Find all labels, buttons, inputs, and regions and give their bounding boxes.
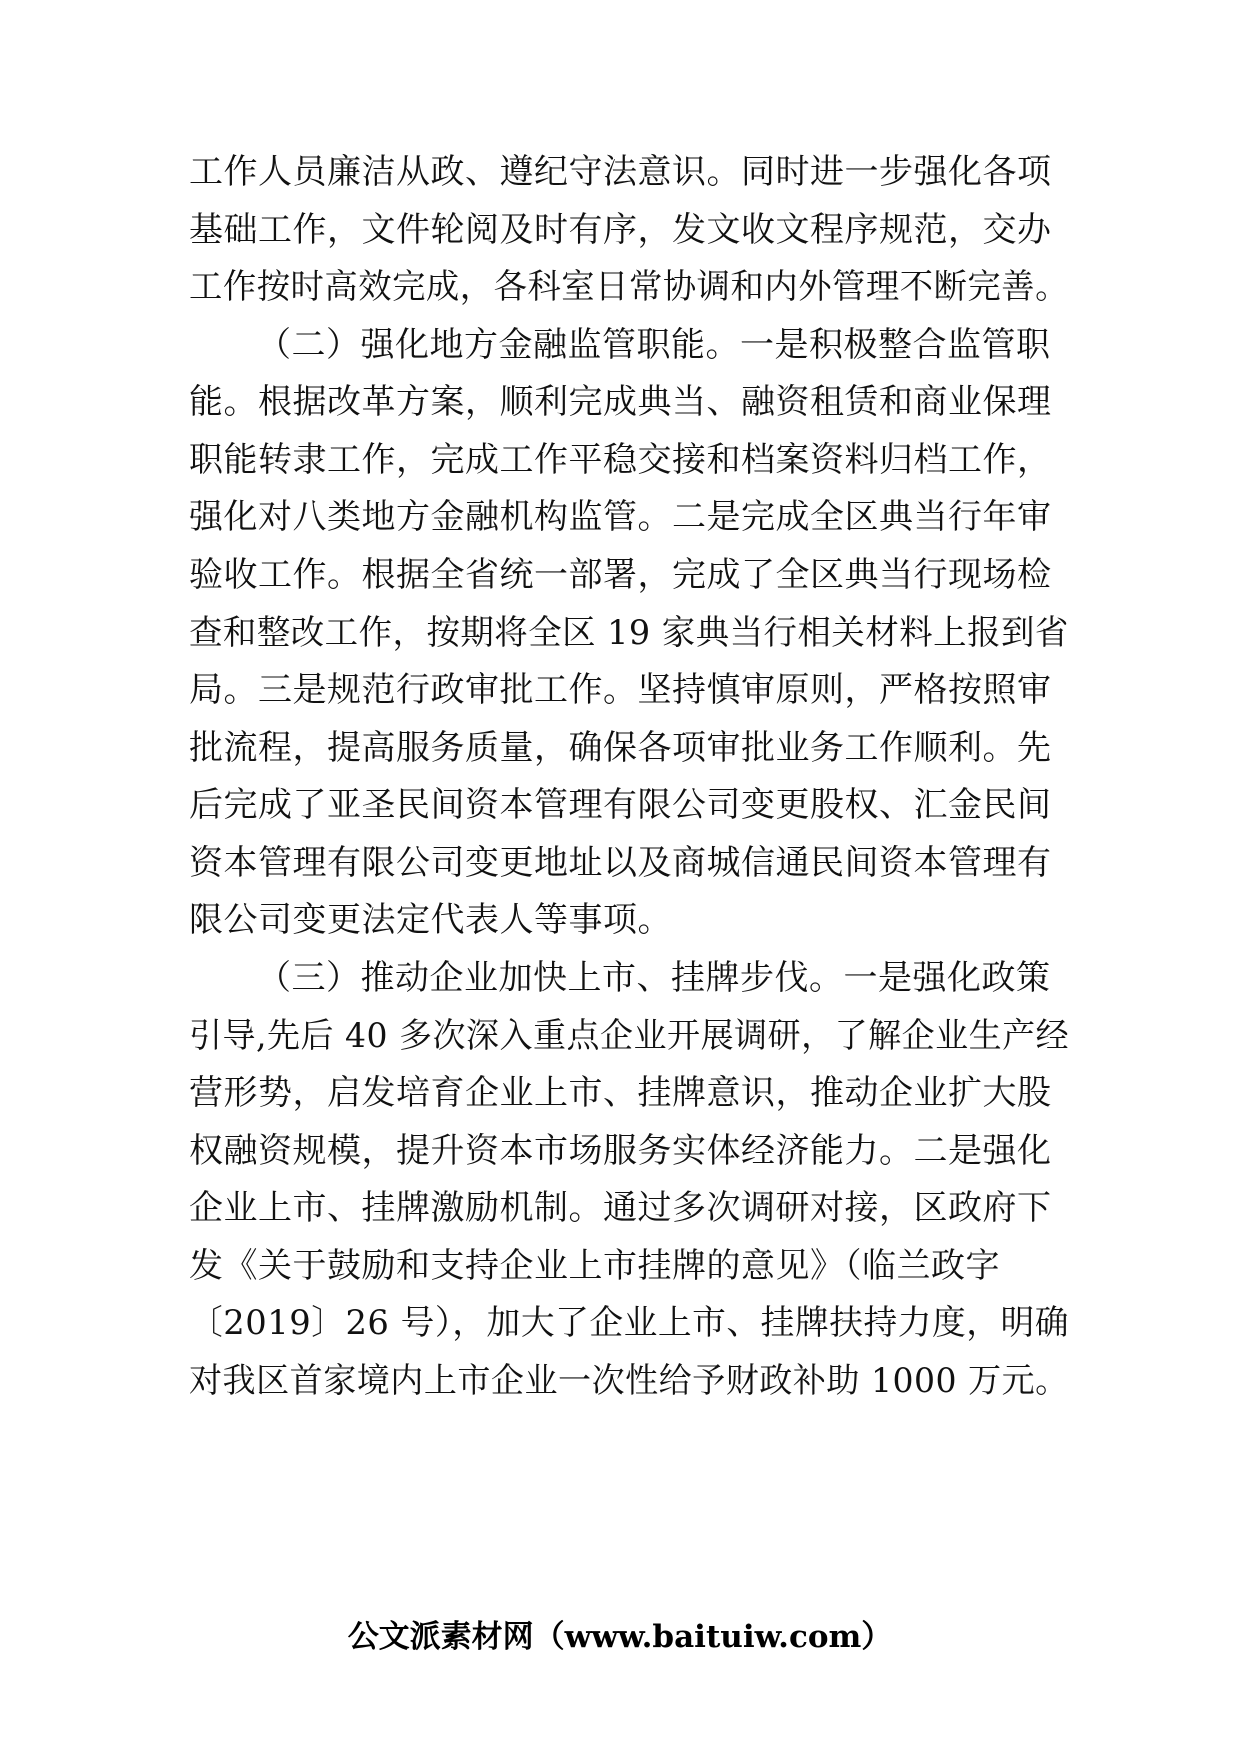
section-heading-3: （三）推动企业加快上市、挂牌步伐。一是强化政策: [257, 958, 1051, 998]
text-line-10: 局。三是规范行政审批工作。坚持慎审原则，严格按照审: [189, 670, 1052, 710]
text-line-6: 职能转隶工作，完成工作平稳交接和档案资料归档工作，: [189, 440, 1052, 480]
text-line-13: 资本管理有限公司变更地址以及商城信通民间资本管理有: [189, 843, 1052, 883]
text-line-1: 工作人员廉洁从政、遵纪守法意识。同时进一步强化各项: [189, 152, 1052, 192]
text-line-22: 对我区首家境内上市企业一次性给予财政补助 1000 万元。: [189, 1361, 1069, 1401]
text-line-17: 营形势，启发培育企业上市、挂牌意识，推动企业扩大股: [189, 1073, 1052, 1113]
text-line-20: 发《关于鼓励和支持企业上市挂牌的意见》（临兰政字: [189, 1246, 1000, 1286]
text-line-11: 批流程，提高服务质量，确保各项审批业务工作顺利。先: [189, 728, 1052, 768]
text-line-5: 能。根据改革方案，顺利完成典当、融资租赁和商业保理: [189, 382, 1052, 422]
text-line-2: 基础工作，文件轮阅及时有序，发文收文程序规范，交办: [189, 210, 1052, 250]
text-line-7: 强化对八类地方金融机构监管。二是完成全区典当行年审: [189, 497, 1052, 537]
section-heading-2: （二）强化地方金融监管职能。一是积极整合监管职: [257, 325, 1051, 365]
text-line-18: 权融资规模，提升资本市场服务实体经济能力。二是强化: [189, 1131, 1052, 1171]
text-line-8: 验收工作。根据全省统一部署，完成了全区典当行现场检: [189, 555, 1052, 595]
footer-watermark: 公文派素材网（www.baituiw.com）: [347, 1619, 893, 1655]
text-line-3: 工作按时高效完成，各科室日常协调和内外管理不断完善。: [189, 267, 1069, 307]
text-line-12: 后完成了亚圣民间资本管理有限公司变更股权、汇金民间: [189, 785, 1052, 825]
text-line-21: 〔2019〕26 号），加大了企业上市、挂牌扶持力度，明确: [189, 1303, 1070, 1343]
text-line-19: 企业上市、挂牌激励机制。通过多次调研对接，区政府下: [189, 1188, 1052, 1228]
text-line-16: 引导,先后 40 多次深入重点企业开展调研，了解企业生产经: [189, 1016, 1070, 1056]
text-line-14: 限公司变更法定代表人等事项。: [189, 900, 672, 940]
text-line-9: 查和整改工作，按期将全区 19 家典当行相关材料上报到省: [189, 613, 1069, 653]
